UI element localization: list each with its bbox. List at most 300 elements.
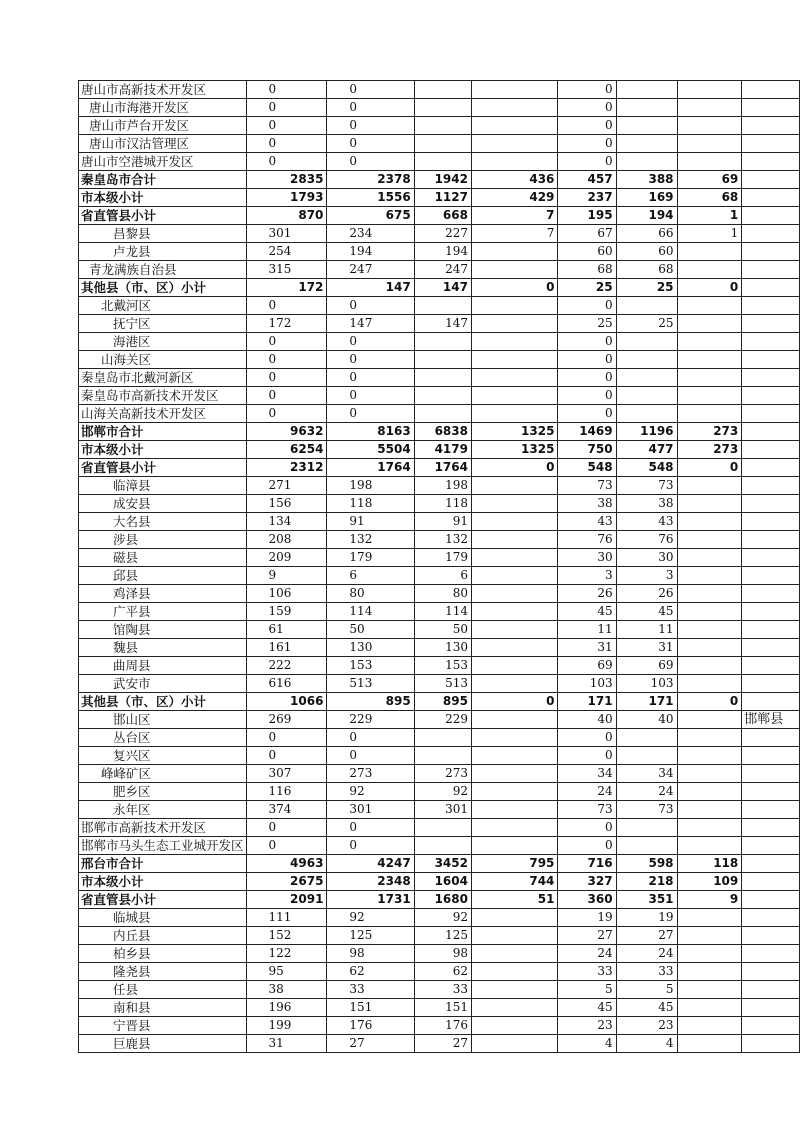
value-cell [471,999,557,1017]
value-cell [471,639,557,657]
value-cell [414,135,471,153]
value-cell: 0 [246,369,327,387]
value-cell: 0 [558,117,616,135]
value-cell: 0 [327,747,414,765]
value-cell: 33 [558,963,616,981]
value-cell: 80 [414,585,471,603]
value-cell: 125 [327,927,414,945]
row-name-cell: 其他县（市、区）小计 [79,693,247,711]
note-cell [742,495,800,513]
row-name-cell: 青龙满族自治县 [79,261,247,279]
value-cell: 33 [414,981,471,999]
value-cell [677,585,742,603]
table-row [79,297,800,315]
value-cell: 1325 [471,423,557,441]
value-cell: 195 [558,207,616,225]
table-row [79,405,800,423]
data-table [78,80,800,1053]
value-cell [677,315,742,333]
value-cell: 67 [558,225,616,243]
value-cell: 3 [558,567,616,585]
value-cell: 0 [558,369,616,387]
row-name-cell: 唐山市芦台开发区 [79,117,247,135]
value-cell: 69 [558,657,616,675]
note-cell [742,963,800,981]
value-cell: 5 [558,981,616,999]
note-cell [742,783,800,801]
value-cell: 40 [616,711,677,729]
value-cell: 61 [246,621,327,639]
row-name-cell: 山海关区 [79,351,247,369]
value-cell: 176 [327,1017,414,1035]
note-cell [742,387,800,405]
value-cell: 199 [246,1017,327,1035]
value-cell: 0 [246,333,327,351]
value-cell: 80 [327,585,414,603]
value-cell: 1066 [246,693,327,711]
value-cell [471,1017,557,1035]
value-cell [677,819,742,837]
value-cell: 24 [558,945,616,963]
value-cell: 19 [558,909,616,927]
value-cell: 134 [246,513,327,531]
value-cell: 151 [327,999,414,1017]
value-cell: 95 [246,963,327,981]
note-cell [742,693,800,711]
value-cell: 1731 [327,891,414,909]
note-cell [742,369,800,387]
row-name-cell: 内丘县 [79,927,247,945]
row-name-cell: 山海关高新技术开发区 [79,405,247,423]
value-cell: 307 [246,765,327,783]
value-cell: 8163 [327,423,414,441]
value-cell: 23 [616,1017,677,1035]
row-name-cell: 省直管县小计 [79,459,247,477]
value-cell: 38 [246,981,327,999]
value-cell: 109 [677,873,742,891]
value-cell: 0 [558,153,616,171]
value-cell [414,369,471,387]
value-cell: 122 [246,945,327,963]
value-cell [471,945,557,963]
value-cell [471,117,557,135]
value-cell [677,711,742,729]
value-cell: 45 [558,999,616,1017]
value-cell [471,603,557,621]
value-cell: 0 [471,693,557,711]
value-cell: 2091 [246,891,327,909]
row-name-cell: 唐山市空港城开发区 [79,153,247,171]
value-cell: 273 [677,423,742,441]
value-cell [471,351,557,369]
value-cell [677,333,742,351]
value-cell: 895 [414,693,471,711]
value-cell: 11 [558,621,616,639]
row-name-cell: 丛台区 [79,729,247,747]
value-cell: 0 [246,81,327,99]
value-cell: 2835 [246,171,327,189]
value-cell [471,567,557,585]
value-cell: 0 [246,837,327,855]
value-cell: 91 [414,513,471,531]
value-cell [677,531,742,549]
value-cell [414,297,471,315]
note-cell [742,549,800,567]
row-name-cell: 市本级小计 [79,441,247,459]
value-cell: 0 [246,297,327,315]
note-cell [742,441,800,459]
value-cell: 0 [246,819,327,837]
value-cell: 6254 [246,441,327,459]
note-cell [742,189,800,207]
value-cell: 26 [616,585,677,603]
note-cell [742,351,800,369]
value-cell: 11 [616,621,677,639]
value-cell: 153 [414,657,471,675]
value-cell [414,747,471,765]
note-cell [742,459,800,477]
note-cell: 邯郸县 [742,711,800,729]
value-cell: 0 [471,279,557,297]
value-cell: 33 [616,963,677,981]
table-row [79,171,800,189]
value-cell: 598 [616,855,677,873]
value-cell: 1196 [616,423,677,441]
value-cell: 69 [616,657,677,675]
value-cell: 750 [558,441,616,459]
value-cell: 4 [558,1035,616,1053]
value-cell [677,135,742,153]
value-cell: 92 [414,783,471,801]
value-cell: 374 [246,801,327,819]
row-name-cell: 宁晋县 [79,1017,247,1035]
value-cell: 273 [677,441,742,459]
value-cell [471,1035,557,1053]
value-cell [471,495,557,513]
row-name-cell: 唐山市海港开发区 [79,99,247,117]
value-cell: 273 [414,765,471,783]
value-cell: 0 [471,459,557,477]
value-cell: 3 [616,567,677,585]
value-cell: 0 [246,153,327,171]
table-row [79,945,800,963]
table-row [79,585,800,603]
row-name-cell: 抚宁区 [79,315,247,333]
row-name-cell: 磁县 [79,549,247,567]
value-cell: 130 [414,639,471,657]
value-cell: 179 [414,549,471,567]
table-row [79,981,800,999]
table-row [79,351,800,369]
value-cell: 92 [327,909,414,927]
value-cell: 161 [246,639,327,657]
value-cell: 0 [558,333,616,351]
value-cell [471,801,557,819]
value-cell: 744 [471,873,557,891]
value-cell [414,333,471,351]
value-cell: 130 [327,639,414,657]
note-cell [742,1035,800,1053]
table-row [79,117,800,135]
table-row [79,513,800,531]
value-cell: 2348 [327,873,414,891]
value-cell [471,405,557,423]
table-row [79,765,800,783]
value-cell: 327 [558,873,616,891]
value-cell: 0 [327,297,414,315]
table-row [79,1017,800,1035]
value-cell: 351 [616,891,677,909]
value-cell: 2675 [246,873,327,891]
value-cell: 92 [327,783,414,801]
value-cell [677,639,742,657]
note-cell [742,81,800,99]
value-cell [471,963,557,981]
note-cell [742,639,800,657]
value-cell [677,657,742,675]
table-row [79,657,800,675]
value-cell: 895 [327,693,414,711]
value-cell [471,585,557,603]
value-cell: 152 [246,927,327,945]
value-cell [471,657,557,675]
value-cell: 0 [558,297,616,315]
table-row [79,135,800,153]
value-cell: 76 [558,531,616,549]
value-cell [414,81,471,99]
value-cell: 50 [327,621,414,639]
value-cell: 457 [558,171,616,189]
value-cell: 169 [616,189,677,207]
value-cell [414,351,471,369]
value-cell: 0 [246,117,327,135]
value-cell: 66 [616,225,677,243]
value-cell [677,837,742,855]
value-cell: 548 [616,459,677,477]
value-cell: 38 [616,495,677,513]
table-row [79,81,800,99]
value-cell [471,909,557,927]
value-cell: 45 [616,603,677,621]
value-cell: 6 [414,567,471,585]
value-cell [677,477,742,495]
value-cell: 234 [327,225,414,243]
value-cell: 273 [327,765,414,783]
value-cell: 4 [616,1035,677,1053]
value-cell [471,99,557,117]
value-cell: 0 [327,369,414,387]
row-name-cell: 临漳县 [79,477,247,495]
row-name-cell: 广平县 [79,603,247,621]
value-cell: 25 [558,279,616,297]
note-cell [742,243,800,261]
row-name-cell: 大名县 [79,513,247,531]
row-name-cell: 隆尧县 [79,963,247,981]
row-name-cell: 秦皇岛市高新技术开发区 [79,387,247,405]
row-name-cell: 北戴河区 [79,297,247,315]
value-cell [471,765,557,783]
value-cell: 301 [327,801,414,819]
note-cell [742,99,800,117]
value-cell: 60 [616,243,677,261]
value-cell: 2378 [327,171,414,189]
value-cell: 51 [471,891,557,909]
value-cell: 50 [414,621,471,639]
value-cell: 0 [558,135,616,153]
value-cell [471,531,557,549]
value-cell [677,405,742,423]
row-name-cell: 海港区 [79,333,247,351]
value-cell [677,1017,742,1035]
note-cell [742,135,800,153]
value-cell: 91 [327,513,414,531]
value-cell: 1793 [246,189,327,207]
value-cell: 27 [414,1035,471,1053]
value-cell: 98 [327,945,414,963]
value-cell: 6838 [414,423,471,441]
value-cell: 513 [414,675,471,693]
value-cell: 151 [414,999,471,1017]
value-cell: 1764 [414,459,471,477]
note-cell [742,855,800,873]
table-row [79,369,800,387]
note-cell [742,423,800,441]
value-cell: 0 [558,819,616,837]
value-cell [677,1035,742,1053]
value-cell: 0 [558,747,616,765]
value-cell [471,261,557,279]
value-cell: 0 [677,279,742,297]
table-row [79,567,800,585]
data-table-sheet [78,80,800,1053]
value-cell: 153 [327,657,414,675]
table-row [79,315,800,333]
value-cell: 68 [558,261,616,279]
row-name-cell: 秦皇岛市合计 [79,171,247,189]
value-cell [471,747,557,765]
note-cell [742,567,800,585]
value-cell: 0 [246,405,327,423]
value-cell: 271 [246,477,327,495]
value-cell: 27 [616,927,677,945]
value-cell [677,567,742,585]
value-cell [471,621,557,639]
value-cell: 5504 [327,441,414,459]
table-row [79,387,800,405]
value-cell [471,513,557,531]
value-cell: 125 [414,927,471,945]
table-row [79,837,800,855]
value-cell: 62 [327,963,414,981]
table-row [79,999,800,1017]
value-cell: 0 [558,387,616,405]
note-cell [742,225,800,243]
value-cell: 73 [616,477,677,495]
value-cell: 33 [327,981,414,999]
value-cell: 513 [327,675,414,693]
table-row [79,189,800,207]
value-cell: 2312 [246,459,327,477]
value-cell: 92 [414,909,471,927]
row-name-cell: 秦皇岛市北戴河新区 [79,369,247,387]
value-cell: 301 [246,225,327,243]
value-cell: 716 [558,855,616,873]
value-cell: 1604 [414,873,471,891]
value-cell [616,837,677,855]
value-cell: 27 [327,1035,414,1053]
note-cell [742,837,800,855]
value-cell: 5 [616,981,677,999]
value-cell [414,387,471,405]
note-cell [742,729,800,747]
note-cell [742,747,800,765]
value-cell [471,837,557,855]
row-name-cell: 肥乡区 [79,783,247,801]
value-cell: 132 [414,531,471,549]
table-row [79,243,800,261]
value-cell: 118 [677,855,742,873]
note-cell [742,207,800,225]
value-cell: 0 [558,99,616,117]
table-row [79,819,800,837]
value-cell: 30 [558,549,616,567]
row-name-cell: 复兴区 [79,747,247,765]
value-cell [677,369,742,387]
table-row [79,495,800,513]
value-cell: 25 [616,279,677,297]
value-cell [616,369,677,387]
value-cell: 0 [327,333,414,351]
value-cell: 73 [558,801,616,819]
note-cell [742,999,800,1017]
value-cell: 27 [558,927,616,945]
value-cell: 147 [327,315,414,333]
value-cell [677,765,742,783]
note-cell [742,657,800,675]
value-cell: 1325 [471,441,557,459]
note-cell [742,945,800,963]
table-row [79,279,800,297]
note-cell [742,279,800,297]
value-cell [414,153,471,171]
table-row [79,441,800,459]
table-row [79,477,800,495]
value-cell [471,369,557,387]
value-cell: 1 [677,225,742,243]
value-cell [616,333,677,351]
value-cell [677,999,742,1017]
value-cell: 30 [616,549,677,567]
value-cell [677,81,742,99]
value-cell: 60 [558,243,616,261]
value-cell: 429 [471,189,557,207]
note-cell [742,927,800,945]
row-name-cell: 邯郸市马头生态工业城开发区 [79,837,247,855]
note-cell [742,891,800,909]
table-row [79,693,800,711]
value-cell: 4179 [414,441,471,459]
row-name-cell: 省直管县小计 [79,891,247,909]
value-cell: 73 [616,801,677,819]
row-name-cell: 鸡泽县 [79,585,247,603]
value-cell [677,153,742,171]
value-cell: 118 [327,495,414,513]
value-cell: 1942 [414,171,471,189]
value-cell: 360 [558,891,616,909]
row-name-cell: 曲周县 [79,657,247,675]
value-cell: 172 [246,315,327,333]
table-row [79,639,800,657]
